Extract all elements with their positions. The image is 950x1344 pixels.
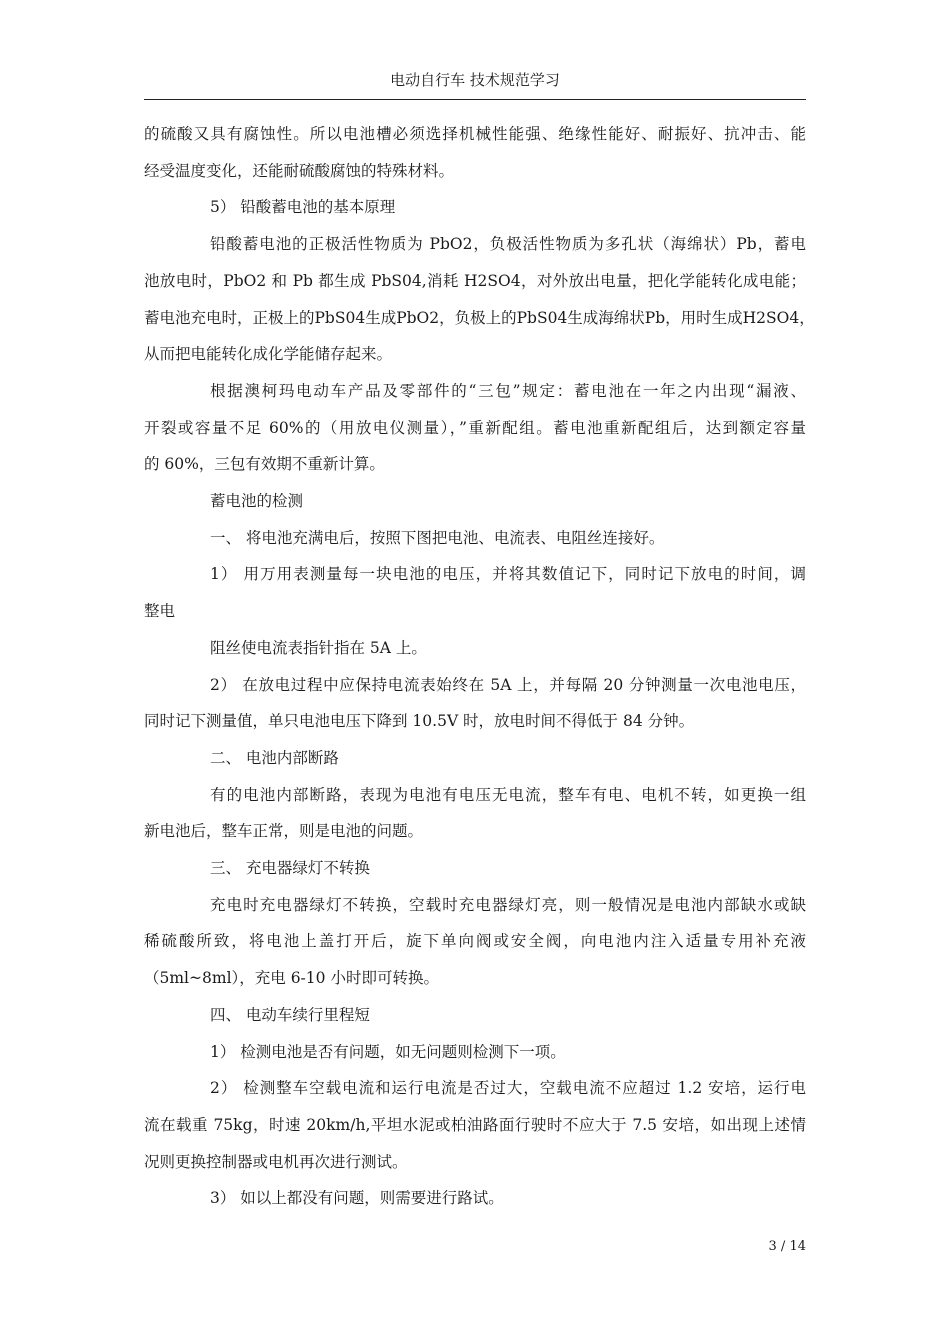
body-line: 阻丝使电流表指针指在 5A 上。 (210, 638, 427, 657)
body-line: 1） 检测电池是否有问题，如无问题则检测下一项。 (210, 1042, 566, 1061)
header-rule (144, 99, 806, 100)
body-line: 的硫酸又具有腐蚀性。所以电池槽必须选择机械性能强、绝缘性能好、耐振好、抗冲击、能 (144, 125, 806, 143)
body-line: 的 60%，三包有效期不重新计算。 (144, 455, 385, 474)
body-line: 池放电时，PbO2 和 Pb 都生成 PbS04,消耗 H2SO4，对外放出电量，把化学能转化成电能； (144, 271, 806, 290)
body-line: 同时记下测量值，单只电池电压下降到 10.5V 时，放电时间不得低于 84 分钟。 (144, 712, 695, 731)
body-line: 充电时充电器绿灯不转换，空载时充电器绿灯亮，则一般情况是电池内部缺水或缺 (210, 895, 806, 914)
body-line: 况则更换控制器或电机再次进行测试。 (144, 1152, 408, 1171)
body-line: 一、 将电池充满电后，按照下图把电池、电流表、电阻丝连接好。 (210, 528, 665, 547)
body-line: 蓄电池充电时，正极上的PbS04生成PbO2，负极上的PbS04生成海绵状Pb，用时生成H2SO4， (144, 308, 815, 327)
body-line: 四、 电动车续行里程短 (210, 1005, 370, 1024)
body-line: 蓄电池的检测 (210, 492, 304, 510)
body-line: 整电 (144, 602, 176, 621)
body-line: 3） 如以上都没有问题，则需要进行路试。 (210, 1189, 504, 1208)
body-line: 流在载重 75kg，时速 20km/h,平坦水泥或柏油路面行驶时不应大于 7.5 安培，如出现上述情 (144, 1115, 806, 1134)
body-line: 铅酸蓄电池的正极活性物质为 PbO2，负极活性物质为多孔状（海绵状）Pb，蓄电 (210, 235, 806, 254)
body-line: 5） 铅酸蓄电池的基本原理 (210, 198, 396, 217)
body-line: （5ml~8ml），充电 6-10 小时即可转换。 (144, 969, 439, 988)
body-line: 2） 在放电过程中应保持电流表始终在 5A 上，并每隔 20 分钟测量一次电池电压， (210, 675, 806, 694)
body-line: 经受温度变化，还能耐硫酸腐蚀的特殊材料。 (144, 161, 455, 180)
body-line: 稀硫酸所致，将电池上盖打开后，旋下单向阀或安全阀，向电池内注入适量专用补充液 (144, 932, 806, 951)
body-line: 新电池后，整车正常，则是电池的问题。 (144, 822, 424, 841)
page-header: 电动自行车 技术规范学习 (390, 71, 560, 89)
page-number: 3 / 14 (768, 1239, 806, 1254)
body-line: 2） 检测整车空载电流和运行电流是否过大，空载电流不应超过 1.2 安培，运行电 (210, 1079, 806, 1098)
body-line: 开裂或容量不足 60%的（用放电仪测量），”重新配组。蓄电池重新配组后，达到额定容量 (144, 418, 806, 437)
body-line: 三、 充电器绿灯不转换 (210, 859, 370, 877)
body-line: 二、 电池内部断路 (210, 748, 339, 767)
body-line: 1） 用万用表测量每一块电池的电压，并将其数值记下，同时记下放电的时间，调 (210, 565, 806, 584)
body-line: 有的电池内部断路，表现为电池有电压无电流，整车有电、电机不转，如更换一组 (210, 785, 806, 804)
body-line: 根据澳柯玛电动车产品及零部件的“三包”规定：蓄电池在一年之内出现“漏液、 (210, 381, 806, 400)
body-line: 从而把电能转化成化学能储存起来。 (144, 345, 393, 364)
